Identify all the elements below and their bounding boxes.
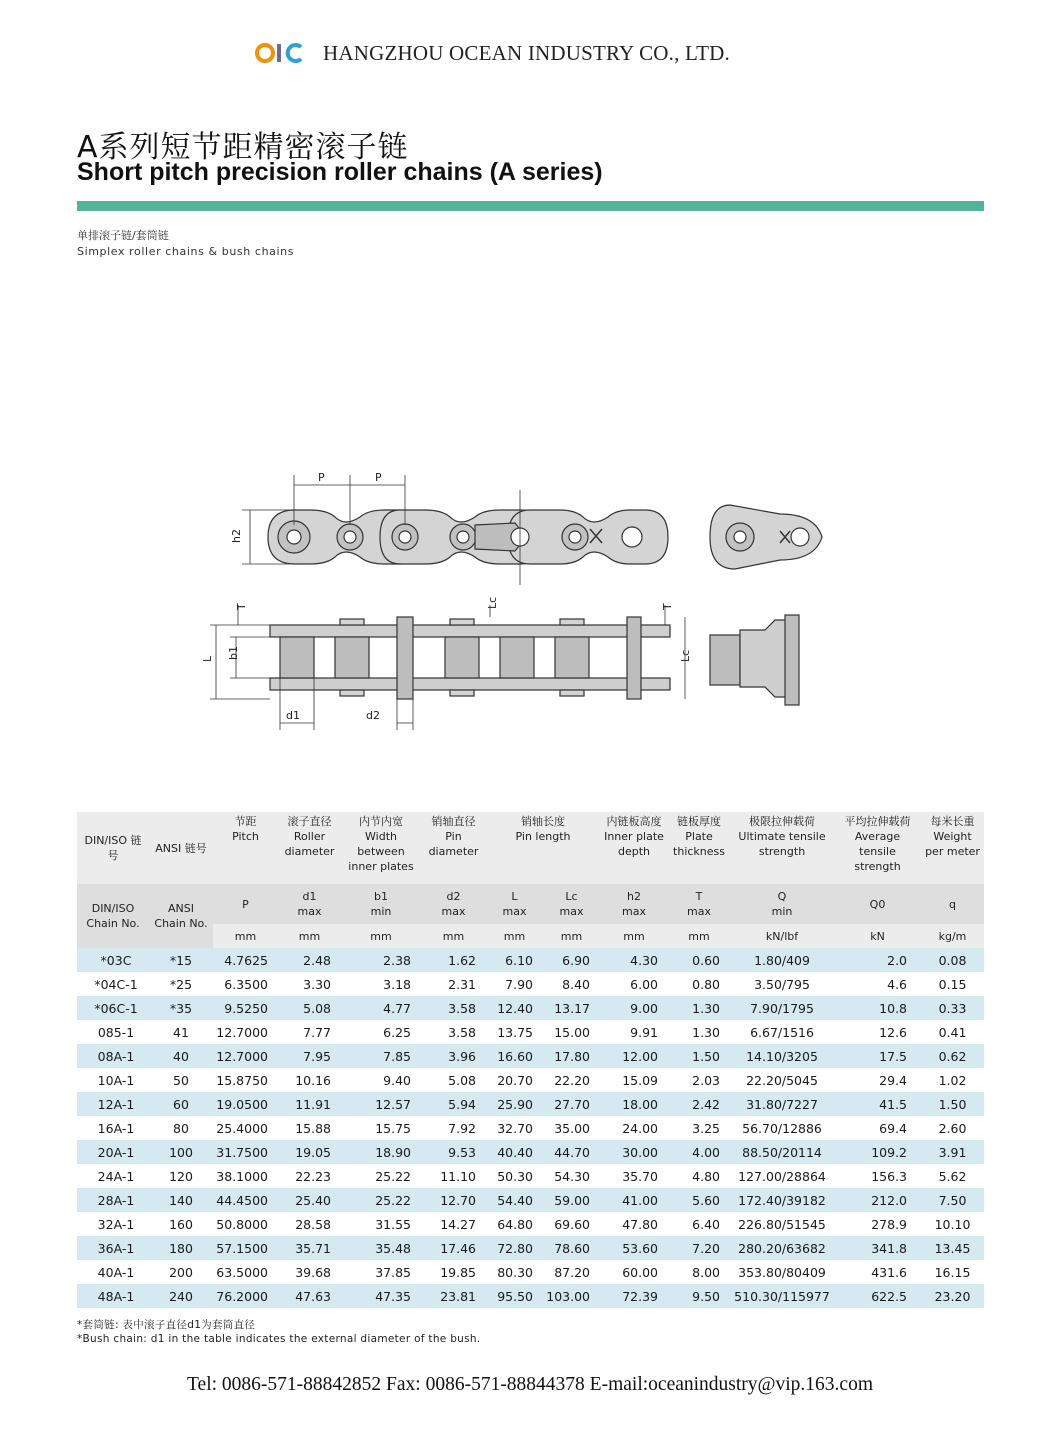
table-cell: 127.00/28864 (730, 1164, 834, 1188)
table-cell: 64.80 (486, 1212, 543, 1236)
table-cell: 5.94 (421, 1092, 486, 1116)
dim-label-d2: d2 (366, 709, 380, 722)
table-cell: 12A-1 (77, 1092, 149, 1116)
table-row (77, 948, 984, 972)
table-cell: 6.40 (668, 1212, 730, 1236)
dim-label-t-1: T (235, 603, 248, 610)
dim-label-t-2: T (661, 603, 674, 610)
table-cell: 25.22 (341, 1188, 421, 1212)
table-cell: 4.30 (600, 948, 668, 972)
section-title-en: Simplex roller chains & bush chains (77, 245, 295, 258)
table-cell: 57.1500 (213, 1236, 278, 1260)
table-cell: 63.5000 (213, 1260, 278, 1284)
table-row (77, 972, 984, 996)
table-cell: 60 (149, 1092, 213, 1116)
dim-label-h2: h2 (230, 529, 243, 543)
table-cell: 353.80/80409 (730, 1260, 834, 1284)
table-cell: 8.40 (543, 972, 600, 996)
sym-b1: b1 min (341, 884, 421, 924)
spec-table-body (77, 948, 984, 1308)
table-cell: 3.58 (421, 1020, 486, 1044)
sym-d2: d2 max (421, 884, 486, 924)
header-width: 内节内宽 Width between inner plates (341, 812, 421, 884)
table-cell: 0.80 (668, 972, 730, 996)
table-cell: 140 (149, 1188, 213, 1212)
table-cell: 8.00 (668, 1260, 730, 1284)
table-cell: 35.48 (341, 1236, 421, 1260)
table-cell: 7.77 (278, 1020, 341, 1044)
table-cell: 32A-1 (77, 1212, 149, 1236)
header-average: 平均拉伸载荷 Average tensile strength (834, 812, 921, 884)
table-cell: 9.00 (600, 996, 668, 1020)
title-divider (77, 201, 984, 211)
table-cell: 20A-1 (77, 1140, 149, 1164)
table-cell: 6.90 (543, 948, 600, 972)
sym-q0: Q0 (834, 884, 921, 924)
table-cell: 78.60 (543, 1236, 600, 1260)
table-cell: 16.15 (921, 1260, 984, 1284)
dim-label-pitch-1: P (318, 471, 325, 484)
table-cell: 2.0 (834, 948, 921, 972)
table-cell: 341.8 (834, 1236, 921, 1260)
table-cell: 9.91 (600, 1020, 668, 1044)
table-cell: 12.6 (834, 1020, 921, 1044)
table-cell: 3.96 (421, 1044, 486, 1068)
header-weight: 每米长重 Weight per meter (921, 812, 984, 884)
table-cell: 5.08 (278, 996, 341, 1020)
table-cell: 14.27 (421, 1212, 486, 1236)
table-cell: 6.25 (341, 1020, 421, 1044)
table-cell: 40A-1 (77, 1260, 149, 1284)
table-cell: 0.62 (921, 1044, 984, 1068)
header-din-cn: DIN/ISO 链号 (77, 812, 149, 884)
table-cell: 156.3 (834, 1164, 921, 1188)
table-cell: *35 (149, 996, 213, 1020)
unit-b1: mm (341, 924, 421, 948)
table-cell: 16A-1 (77, 1116, 149, 1140)
table-cell: 30.00 (600, 1140, 668, 1164)
table-cell: 80 (149, 1116, 213, 1140)
unit-qq: kg/m (921, 924, 984, 948)
table-cell: 2.60 (921, 1116, 984, 1140)
table-cell: 59.00 (543, 1188, 600, 1212)
table-cell: 38.1000 (213, 1164, 278, 1188)
table-row (77, 1188, 984, 1212)
table-cell: 54.40 (486, 1188, 543, 1212)
table-cell: 40.40 (486, 1140, 543, 1164)
unit-d1: mm (278, 924, 341, 948)
table-cell: *04C-1 (77, 972, 149, 996)
dim-label-l: L (201, 655, 214, 662)
table-cell: 180 (149, 1236, 213, 1260)
table-cell: 69.4 (834, 1116, 921, 1140)
table-cell: 54.30 (543, 1164, 600, 1188)
table-cell: 10.10 (921, 1212, 984, 1236)
table-cell: 1.62 (421, 948, 486, 972)
table-cell: 109.2 (834, 1140, 921, 1164)
table-cell: 13.75 (486, 1020, 543, 1044)
table-cell: 25.40 (278, 1188, 341, 1212)
table-cell: 35.00 (543, 1116, 600, 1140)
table-cell: 44.70 (543, 1140, 600, 1164)
table-cell: *03C (77, 948, 149, 972)
dim-label-pitch-2: P (375, 471, 382, 484)
table-cell: 9.50 (668, 1284, 730, 1308)
table-cell: 1.30 (668, 1020, 730, 1044)
company-logo (255, 39, 305, 67)
table-cell: 50 (149, 1068, 213, 1092)
note-cn: *套筒链: 表中滚子直径d1为套筒直径 (77, 1319, 256, 1331)
table-cell: 41 (149, 1020, 213, 1044)
table-cell: 39.68 (278, 1260, 341, 1284)
table-cell: 22.20/5045 (730, 1068, 834, 1092)
table-cell: 431.6 (834, 1260, 921, 1284)
table-cell: 28A-1 (77, 1188, 149, 1212)
table-cell: 19.05 (278, 1140, 341, 1164)
dim-label-d1: d1 (286, 709, 300, 722)
table-cell: 76.2000 (213, 1284, 278, 1308)
table-cell: 23.81 (421, 1284, 486, 1308)
table-cell: 22.20 (543, 1068, 600, 1092)
table-cell: 60.00 (600, 1260, 668, 1284)
unit-t: mm (668, 924, 730, 948)
page-title-cn: A系列短节距精密滚子链 (77, 130, 409, 165)
table-cell: 31.7500 (213, 1140, 278, 1164)
table-cell: 6.3500 (213, 972, 278, 996)
table-cell: 0.15 (921, 972, 984, 996)
table-row (77, 1236, 984, 1260)
table-cell: 3.25 (668, 1116, 730, 1140)
table-cell: 2.48 (278, 948, 341, 972)
table-cell: 4.00 (668, 1140, 730, 1164)
table-cell: 6.10 (486, 948, 543, 972)
table-cell: 27.70 (543, 1092, 600, 1116)
table-cell: 16.60 (486, 1044, 543, 1068)
note-en: *Bush chain: d1 in the table indicates the external diameter of the bush. (77, 1333, 481, 1345)
table-cell: 47.63 (278, 1284, 341, 1308)
table-cell: 48A-1 (77, 1284, 149, 1308)
table-cell: 212.0 (834, 1188, 921, 1212)
sym-q: Q min (730, 884, 834, 924)
table-cell: 13.45 (921, 1236, 984, 1260)
table-cell: 15.75 (341, 1116, 421, 1140)
sym-d1: d1 max (278, 884, 341, 924)
table-cell: 18.90 (341, 1140, 421, 1164)
table-cell: 12.57 (341, 1092, 421, 1116)
table-cell: 12.00 (600, 1044, 668, 1068)
table-cell: 17.46 (421, 1236, 486, 1260)
table-cell: 5.62 (921, 1164, 984, 1188)
table-row (77, 1020, 984, 1044)
table-cell: 4.6 (834, 972, 921, 996)
page-header (255, 38, 730, 68)
table-cell: 24.00 (600, 1116, 668, 1140)
table-cell: 15.88 (278, 1116, 341, 1140)
table-cell: 53.60 (600, 1236, 668, 1260)
table-cell: 40 (149, 1044, 213, 1068)
table-cell: 20.70 (486, 1068, 543, 1092)
table-cell: 278.9 (834, 1212, 921, 1236)
table-cell: 87.20 (543, 1260, 600, 1284)
table-cell: 2.31 (421, 972, 486, 996)
table-cell: 23.20 (921, 1284, 984, 1308)
table-cell: 1.30 (668, 996, 730, 1020)
header-pitch: 节距 Pitch (213, 812, 278, 884)
table-cell: 11.10 (421, 1164, 486, 1188)
contact-footer: Tel: 0086-571-88842852 Fax: 0086-571-88844378 E-mail:oceanindustry@vip.163.com (187, 1374, 873, 1395)
table-cell: 7.90 (486, 972, 543, 996)
section-title-cn: 单排滚子链/套筒链 (77, 229, 169, 242)
table-cell: 25.90 (486, 1092, 543, 1116)
header-pin-length: 销轴长度 Pin length (486, 812, 600, 884)
table-cell: 1.80/409 (730, 948, 834, 972)
table-cell: 47.35 (341, 1284, 421, 1308)
table-cell: 9.53 (421, 1140, 486, 1164)
table-cell: 10A-1 (77, 1068, 149, 1092)
table-cell: 100 (149, 1140, 213, 1164)
table-cell: 44.4500 (213, 1188, 278, 1212)
dim-label-b1: b1 (227, 646, 240, 660)
table-cell: 12.7000 (213, 1044, 278, 1068)
table-row (77, 1044, 984, 1068)
sym-h2: h2 max (600, 884, 668, 924)
table-cell: 88.50/20114 (730, 1140, 834, 1164)
table-cell: 4.77 (341, 996, 421, 1020)
chain-technical-drawing (190, 465, 850, 745)
table-cell: 13.17 (543, 996, 600, 1020)
company-name: HANGZHOU OCEAN INDUSTRY CO., LTD. (323, 40, 730, 65)
header-pin: 销轴直径 Pin diameter (421, 812, 486, 884)
unit-h2: mm (600, 924, 668, 948)
sym-l: L max (486, 884, 543, 924)
table-cell: 3.18 (341, 972, 421, 996)
unit-lc: mm (543, 924, 600, 948)
table-cell: 17.5 (834, 1044, 921, 1068)
table-cell: 172.40/39182 (730, 1188, 834, 1212)
table-cell: 14.10/3205 (730, 1044, 834, 1068)
table-cell: 2.03 (668, 1068, 730, 1092)
table-cell: 31.80/7227 (730, 1092, 834, 1116)
table-cell: 2.38 (341, 948, 421, 972)
table-cell: 72.39 (600, 1284, 668, 1308)
table-cell: 5.60 (668, 1188, 730, 1212)
table-cell: 2.42 (668, 1092, 730, 1116)
table-cell: 50.8000 (213, 1212, 278, 1236)
table-cell: 9.40 (341, 1068, 421, 1092)
table-cell: 0.60 (668, 948, 730, 972)
header-din-en: DIN/ISO Chain No. (77, 884, 149, 948)
table-cell: 6.67/1516 (730, 1020, 834, 1044)
table-cell: 12.40 (486, 996, 543, 1020)
table-cell: 3.30 (278, 972, 341, 996)
table-cell: 11.91 (278, 1092, 341, 1116)
table-cell: 80.30 (486, 1260, 543, 1284)
table-row (77, 996, 984, 1020)
table-cell: 69.60 (543, 1212, 600, 1236)
table-cell: 226.80/51545 (730, 1212, 834, 1236)
table-cell: 22.23 (278, 1164, 341, 1188)
table-cell: 25.4000 (213, 1116, 278, 1140)
table-cell: *06C-1 (77, 996, 149, 1020)
header-ansi-cn: ANSI 链号 (149, 812, 213, 884)
table-cell: 19.85 (421, 1260, 486, 1284)
table-cell: 56.70/12886 (730, 1116, 834, 1140)
table-cell: 17.80 (543, 1044, 600, 1068)
table-cell: 7.20 (668, 1236, 730, 1260)
table-cell: 7.85 (341, 1044, 421, 1068)
sym-qq: q (921, 884, 984, 924)
table-cell: 10.8 (834, 996, 921, 1020)
table-row (77, 1260, 984, 1284)
table-row (77, 1212, 984, 1236)
table-cell: 12.70 (421, 1188, 486, 1212)
table-cell: 9.5250 (213, 996, 278, 1020)
table-cell: 41.5 (834, 1092, 921, 1116)
table-cell: 6.00 (600, 972, 668, 996)
table-cell: 3.91 (921, 1140, 984, 1164)
dim-label-lc-1: Lc (486, 596, 499, 609)
header-inner-plate: 内链板高度 Inner plate depth (600, 812, 668, 884)
table-cell: 35.70 (600, 1164, 668, 1188)
table-row (77, 1164, 984, 1188)
table-cell: 12.7000 (213, 1020, 278, 1044)
table-cell: 15.09 (600, 1068, 668, 1092)
table-cell: 0.08 (921, 948, 984, 972)
table-cell: 7.90/1795 (730, 996, 834, 1020)
table-cell: 103.00 (543, 1284, 600, 1308)
unit-l: mm (486, 924, 543, 948)
unit-q: kN/lbf (730, 924, 834, 948)
table-row (77, 1140, 984, 1164)
table-cell: 28.58 (278, 1212, 341, 1236)
header-ultimate: 极限拉伸载荷 Ultimate tensile strength (730, 812, 834, 884)
table-cell: 29.4 (834, 1068, 921, 1092)
chain-spec-table (77, 812, 984, 1308)
table-cell: 36A-1 (77, 1236, 149, 1260)
table-cell: 31.55 (341, 1212, 421, 1236)
table-cell: 50.30 (486, 1164, 543, 1188)
table-cell: 280.20/63682 (730, 1236, 834, 1260)
unit-q0: kN (834, 924, 921, 948)
header-ansi-en: ANSI Chain No. (149, 884, 213, 948)
table-cell: 7.95 (278, 1044, 341, 1068)
table-cell: 510.30/115977 (730, 1284, 834, 1308)
table-cell: 120 (149, 1164, 213, 1188)
table-row (77, 1116, 984, 1140)
table-cell: 1.50 (668, 1044, 730, 1068)
table-cell: 3.50/795 (730, 972, 834, 996)
page-title-en: Short pitch precision roller chains (A series) (77, 158, 603, 186)
table-cell: 10.16 (278, 1068, 341, 1092)
table-cell: 200 (149, 1260, 213, 1284)
table-cell: 41.00 (600, 1188, 668, 1212)
sym-t: T max (668, 884, 730, 924)
table-row (77, 1092, 984, 1116)
table-cell: 15.00 (543, 1020, 600, 1044)
table-cell: 15.8750 (213, 1068, 278, 1092)
table-cell: 1.50 (921, 1092, 984, 1116)
table-cell: 622.5 (834, 1284, 921, 1308)
table-cell: 47.80 (600, 1212, 668, 1236)
table-cell: 0.33 (921, 996, 984, 1020)
table-cell: 08A-1 (77, 1044, 149, 1068)
table-cell: 95.50 (486, 1284, 543, 1308)
table-cell: 37.85 (341, 1260, 421, 1284)
table-cell: 19.0500 (213, 1092, 278, 1116)
table-cell: 25.22 (341, 1164, 421, 1188)
table-cell: 24A-1 (77, 1164, 149, 1188)
header-plate-thickness: 链板厚度 Plate thickness (668, 812, 730, 884)
table-cell: 7.92 (421, 1116, 486, 1140)
table-cell: *25 (149, 972, 213, 996)
table-cell: 4.80 (668, 1164, 730, 1188)
dim-label-lc-2: Lc (679, 649, 692, 662)
sym-p: P (213, 884, 278, 924)
table-row (77, 1284, 984, 1308)
table-cell: 35.71 (278, 1236, 341, 1260)
table-cell: 18.00 (600, 1092, 668, 1116)
header-roller: 滚子直径 Roller diameter (278, 812, 341, 884)
table-cell: 72.80 (486, 1236, 543, 1260)
table-cell: 4.7625 (213, 948, 278, 972)
table-cell: *15 (149, 948, 213, 972)
unit-d2: mm (421, 924, 486, 948)
table-cell: 1.02 (921, 1068, 984, 1092)
sym-lc: Lc max (543, 884, 600, 924)
table-cell: 0.41 (921, 1020, 984, 1044)
table-cell: 5.08 (421, 1068, 486, 1092)
table-cell: 3.58 (421, 996, 486, 1020)
table-row (77, 1068, 984, 1092)
table-cell: 160 (149, 1212, 213, 1236)
table-cell: 7.50 (921, 1188, 984, 1212)
table-cell: 240 (149, 1284, 213, 1308)
table-cell: 32.70 (486, 1116, 543, 1140)
table-cell: 085-1 (77, 1020, 149, 1044)
unit-p: mm (213, 924, 278, 948)
